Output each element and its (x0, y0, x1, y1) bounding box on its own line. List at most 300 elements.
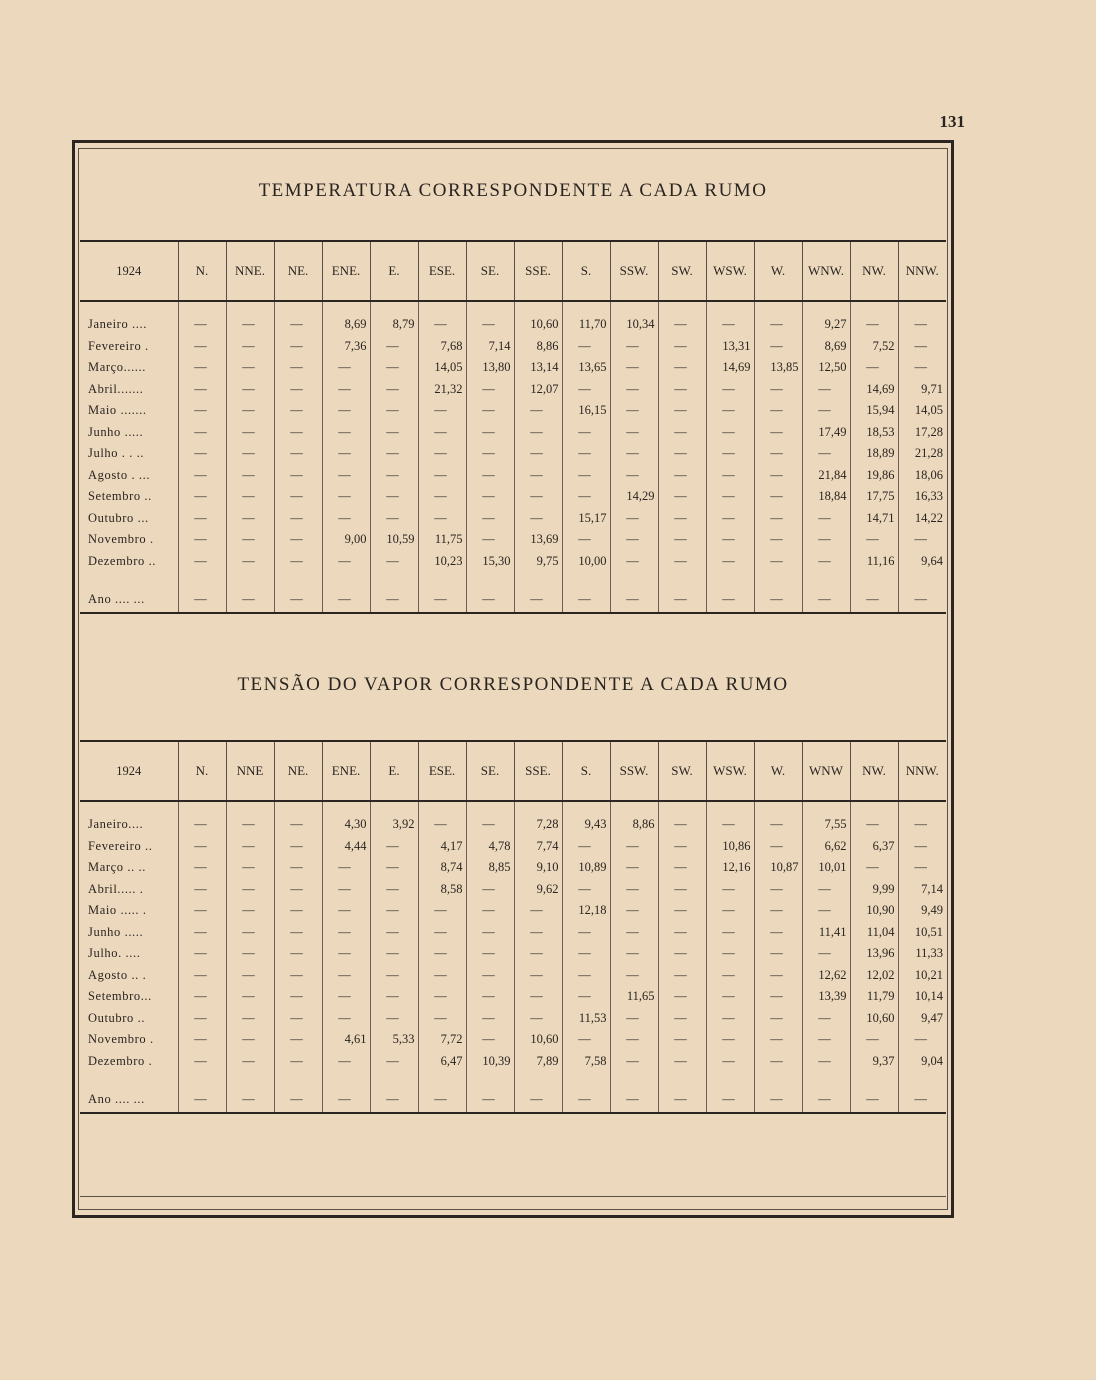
spacer-cell (610, 1072, 658, 1086)
table-cell: 11,16 (850, 551, 898, 573)
table-cell: — (274, 857, 322, 879)
table-cell: — (802, 943, 850, 965)
table-cell: 10,60 (850, 1008, 898, 1030)
table-cell: — (562, 879, 610, 901)
column-header: WNW. (802, 241, 850, 301)
table-cell: — (658, 465, 706, 487)
spacer-cell (80, 572, 178, 586)
column-header: SSE. (514, 741, 562, 801)
table-row (80, 529, 946, 551)
table-cell: 10,39 (466, 1051, 514, 1073)
column-header: SSW. (610, 741, 658, 801)
table-cell: — (466, 986, 514, 1008)
table-cell: — (274, 379, 322, 401)
table-cell: — (370, 508, 418, 530)
column-header: NNW. (898, 241, 946, 301)
table-cell: — (178, 1008, 226, 1030)
table-cell: — (754, 801, 802, 836)
table-cell: — (274, 965, 322, 987)
table-cell: — (370, 400, 418, 422)
column-header: SW. (658, 241, 706, 301)
table-cell: 11,33 (898, 943, 946, 965)
table-cell: — (274, 1008, 322, 1030)
month-label: Maio ....... (88, 403, 147, 418)
column-header: WSW. (706, 241, 754, 301)
column-header: E. (370, 241, 418, 301)
table-cell: — (850, 1029, 898, 1051)
table-cell: 15,94 (850, 400, 898, 422)
table-cell: — (418, 1086, 466, 1113)
table-cell: — (610, 836, 658, 858)
table-cell: — (322, 551, 370, 573)
table-cell: — (802, 1029, 850, 1051)
table-row (80, 586, 946, 613)
table-cell: 14,22 (898, 508, 946, 530)
table-cell: — (610, 443, 658, 465)
table-cell: — (370, 943, 418, 965)
table-cell: — (466, 943, 514, 965)
table-cell: — (898, 301, 946, 336)
table-cell: — (226, 922, 274, 944)
table-cell: — (466, 465, 514, 487)
table-cell: 10,34 (610, 301, 658, 336)
table-cell: — (178, 1051, 226, 1073)
table-cell: — (754, 422, 802, 444)
month-label: Outubro ... (88, 510, 149, 525)
table-cell: — (562, 422, 610, 444)
vapor-pressure-table (80, 740, 946, 1114)
table-cell: 21,84 (802, 465, 850, 487)
table-cell: — (850, 586, 898, 613)
table-cell: — (370, 357, 418, 379)
table-cell: — (658, 965, 706, 987)
table-cell: 4,30 (322, 801, 370, 836)
table-cell: 11,04 (850, 922, 898, 944)
table-cell: 11,79 (850, 986, 898, 1008)
spacer-cell (418, 572, 466, 586)
table-cell: — (658, 357, 706, 379)
table-cell: 8,74 (418, 857, 466, 879)
table-cell: — (658, 551, 706, 573)
table-row (80, 801, 946, 836)
header-row (80, 741, 946, 801)
table-cell: — (706, 301, 754, 336)
table-cell: — (322, 357, 370, 379)
table-cell: 13,69 (514, 529, 562, 551)
table-row (80, 922, 946, 944)
table-cell: — (178, 801, 226, 836)
month-label: Julho . . .. (88, 446, 145, 461)
table-cell: — (610, 943, 658, 965)
table-cell: — (178, 379, 226, 401)
table-cell: — (274, 400, 322, 422)
table-cell: — (610, 1029, 658, 1051)
table-cell: — (610, 422, 658, 444)
table-cell: — (226, 443, 274, 465)
column-header: NE. (274, 241, 322, 301)
table-row (80, 486, 946, 508)
table-cell: — (706, 486, 754, 508)
table-cell: — (226, 1051, 274, 1073)
table-cell: 12,16 (706, 857, 754, 879)
table-cell: — (562, 465, 610, 487)
table-cell: — (562, 922, 610, 944)
table-cell: 16,15 (562, 400, 610, 422)
table-cell: — (466, 1086, 514, 1113)
table-cell: — (562, 336, 610, 358)
table-cell: — (178, 836, 226, 858)
table-cell: — (466, 900, 514, 922)
table-cell: — (226, 857, 274, 879)
table-row (80, 301, 946, 336)
table-cell: 6,62 (802, 836, 850, 858)
table-cell: — (274, 357, 322, 379)
table-cell: — (466, 1008, 514, 1030)
table-cell: — (898, 586, 946, 613)
spacer-cell (898, 1072, 946, 1086)
table-row (80, 443, 946, 465)
spacer-cell (178, 1072, 226, 1086)
table-cell: — (802, 1051, 850, 1073)
table-cell: — (274, 465, 322, 487)
spacer-cell (850, 572, 898, 586)
table-cell: 13,80 (466, 357, 514, 379)
table-cell: — (514, 443, 562, 465)
table-cell: — (226, 486, 274, 508)
table-cell: — (610, 357, 658, 379)
table-cell: — (706, 965, 754, 987)
month-label: Ano .... ... (80, 1086, 178, 1113)
table-cell: — (322, 943, 370, 965)
table-cell: — (610, 879, 658, 901)
spacer-cell (226, 1072, 274, 1086)
table-cell: — (706, 1086, 754, 1113)
table-cell: — (754, 900, 802, 922)
month-label: Novembro . (88, 532, 154, 547)
table-cell: 18,06 (898, 465, 946, 487)
month-label: Abril..... . (88, 881, 144, 896)
table-cell: 12,07 (514, 379, 562, 401)
table-cell: — (322, 508, 370, 530)
table-cell: 10,90 (850, 900, 898, 922)
table-cell: — (562, 965, 610, 987)
vapor-pressure-table-title: TENSÃO DO VAPOR CORRESPONDENTE A CADA RUMO (237, 674, 789, 695)
spacer-cell (178, 572, 226, 586)
table-cell: — (562, 836, 610, 858)
table-cell: 10,51 (898, 922, 946, 944)
spacer-cell (802, 572, 850, 586)
table-row (80, 879, 946, 901)
table-cell: — (562, 1086, 610, 1113)
table-cell: — (658, 586, 706, 613)
table-cell: — (610, 965, 658, 987)
table-cell: 10,60 (514, 301, 562, 336)
table-cell: — (226, 586, 274, 613)
table-cell: 15,30 (466, 551, 514, 573)
table-cell: — (898, 836, 946, 858)
table-cell: 17,28 (898, 422, 946, 444)
table-cell: — (754, 986, 802, 1008)
table-cell: — (754, 443, 802, 465)
table-cell: — (274, 1051, 322, 1073)
table-cell: — (658, 801, 706, 836)
table-cell: 9,27 (802, 301, 850, 336)
table-cell: — (178, 486, 226, 508)
table-cell: — (706, 986, 754, 1008)
table-cell: 10,89 (562, 857, 610, 879)
table-cell: 8,69 (322, 301, 370, 336)
table-cell: — (418, 900, 466, 922)
column-header: WNW (802, 741, 850, 801)
spacer-cell (274, 572, 322, 586)
table-cell: — (466, 586, 514, 613)
month-label: Fevereiro .. (88, 838, 153, 853)
table-cell: — (514, 465, 562, 487)
table-cell: — (610, 900, 658, 922)
table-cell: — (274, 443, 322, 465)
table-cell: — (706, 943, 754, 965)
column-header: NNE. (226, 241, 274, 301)
table-cell: — (226, 529, 274, 551)
table-cell: — (754, 586, 802, 613)
table-cell: — (226, 965, 274, 987)
table-cell: — (322, 1051, 370, 1073)
table-cell: — (274, 801, 322, 836)
column-header: NNW. (898, 741, 946, 801)
column-header: E. (370, 741, 418, 801)
table-cell: — (418, 400, 466, 422)
table-cell: — (178, 400, 226, 422)
table-cell: — (802, 508, 850, 530)
spacer-cell (802, 1072, 850, 1086)
table-cell: — (658, 879, 706, 901)
table-cell: 12,18 (562, 900, 610, 922)
table-cell: — (658, 508, 706, 530)
table-cell: 4,61 (322, 1029, 370, 1051)
table-cell: 18,53 (850, 422, 898, 444)
table-cell: — (370, 1051, 418, 1073)
table-cell: 9,10 (514, 857, 562, 879)
table-cell: — (418, 301, 466, 336)
spacer-cell (274, 1072, 322, 1086)
table-cell: 14,29 (610, 486, 658, 508)
table-cell: — (610, 465, 658, 487)
table-cell: — (802, 900, 850, 922)
table-cell: — (370, 922, 418, 944)
month-label: Junho ..... (88, 424, 144, 439)
table-cell: — (514, 1008, 562, 1030)
table-cell: — (178, 900, 226, 922)
table-cell: — (754, 486, 802, 508)
table-cell: — (514, 986, 562, 1008)
table-cell: 7,72 (418, 1029, 466, 1051)
month-label: Março...... (88, 360, 146, 375)
table-cell: — (466, 508, 514, 530)
table-cell: — (274, 551, 322, 573)
table-cell: — (802, 1008, 850, 1030)
table-cell: 10,86 (706, 836, 754, 858)
table-cell: — (418, 586, 466, 613)
table-cell: 13,96 (850, 943, 898, 965)
table-cell: — (706, 529, 754, 551)
table-cell: 13,85 (754, 357, 802, 379)
table-cell: — (706, 1051, 754, 1073)
table-cell: 17,75 (850, 486, 898, 508)
spacer-cell (754, 572, 802, 586)
table-cell: 15,17 (562, 508, 610, 530)
table-cell: — (706, 1008, 754, 1030)
table-cell: — (418, 508, 466, 530)
table-cell: — (466, 801, 514, 836)
table-cell: — (850, 801, 898, 836)
table-cell: — (898, 1029, 946, 1051)
table-cell: 21,28 (898, 443, 946, 465)
spacer-cell (370, 572, 418, 586)
table-row (80, 1086, 946, 1113)
table-cell: 6,37 (850, 836, 898, 858)
table-cell: — (274, 422, 322, 444)
table-cell: — (706, 508, 754, 530)
table-cell: — (754, 400, 802, 422)
month-label: Dezembro . (88, 1053, 153, 1068)
table-cell: — (610, 1008, 658, 1030)
table-cell: — (850, 1086, 898, 1113)
table-cell: — (370, 900, 418, 922)
table-cell: — (178, 465, 226, 487)
month-label: Setembro... (88, 989, 152, 1004)
table-row (80, 508, 946, 530)
table-cell: — (658, 986, 706, 1008)
column-header: NNE (226, 741, 274, 801)
table-cell: — (514, 422, 562, 444)
table-cell: — (706, 900, 754, 922)
table-cell: 8,85 (466, 857, 514, 879)
table-cell: — (418, 801, 466, 836)
table-cell: — (178, 357, 226, 379)
table-cell: — (274, 1086, 322, 1113)
table-cell: 14,05 (898, 400, 946, 422)
table-cell: — (370, 857, 418, 879)
table-cell: — (658, 443, 706, 465)
year-header: 1924 (80, 741, 178, 801)
table-cell: — (322, 922, 370, 944)
table-cell: 8,86 (514, 336, 562, 358)
table-cell: — (706, 443, 754, 465)
spacer-cell (514, 1072, 562, 1086)
column-header: SSW. (610, 241, 658, 301)
table-cell: 10,00 (562, 551, 610, 573)
table-cell: — (226, 986, 274, 1008)
table-cell: — (658, 943, 706, 965)
table-cell: — (514, 922, 562, 944)
table-cell: — (514, 965, 562, 987)
table-cell: — (274, 508, 322, 530)
table-cell: — (658, 857, 706, 879)
table-cell: 9,71 (898, 379, 946, 401)
table-row (80, 336, 946, 358)
spacer-cell (370, 1072, 418, 1086)
table-cell: — (274, 836, 322, 858)
table-cell: — (802, 529, 850, 551)
table-cell: — (178, 965, 226, 987)
table-cell: — (226, 1008, 274, 1030)
table-cell: — (178, 443, 226, 465)
table-cell: — (658, 422, 706, 444)
table-cell: 7,14 (898, 879, 946, 901)
table-cell: — (370, 965, 418, 987)
table-cell: 12,50 (802, 357, 850, 379)
table-cell: — (898, 357, 946, 379)
table-cell: — (274, 586, 322, 613)
table-cell: — (178, 422, 226, 444)
header-row (80, 241, 946, 301)
table-row (80, 465, 946, 487)
table-cell: — (226, 1029, 274, 1051)
table-cell: — (370, 879, 418, 901)
table-cell: — (562, 1029, 610, 1051)
table-row (80, 943, 946, 965)
table-cell: — (226, 301, 274, 336)
table-cell: 7,68 (418, 336, 466, 358)
column-header: NE. (274, 741, 322, 801)
table-cell: — (322, 486, 370, 508)
table-cell: — (322, 879, 370, 901)
table-cell: — (466, 379, 514, 401)
table-cell: — (562, 486, 610, 508)
table-cell: — (658, 1086, 706, 1113)
table-cell: — (706, 801, 754, 836)
spacer-cell (658, 572, 706, 586)
table-cell: — (754, 922, 802, 944)
table-cell: — (706, 922, 754, 944)
spacer-cell (514, 572, 562, 586)
table-cell: 7,74 (514, 836, 562, 858)
table-cell: — (370, 1008, 418, 1030)
table-cell: — (322, 965, 370, 987)
column-header: SE. (466, 741, 514, 801)
month-label: Agosto . ... (88, 467, 151, 482)
table-cell: — (274, 1029, 322, 1051)
column-header: W. (754, 741, 802, 801)
table-cell: — (466, 486, 514, 508)
table-cell: — (178, 529, 226, 551)
month-label: Outubro .. (88, 1010, 146, 1025)
table-cell: — (658, 922, 706, 944)
table-cell: — (658, 1051, 706, 1073)
spacer-cell (418, 1072, 466, 1086)
table-cell: — (610, 400, 658, 422)
table-cell: — (418, 443, 466, 465)
table-cell: 3,92 (370, 801, 418, 836)
table-cell: 5,33 (370, 1029, 418, 1051)
table-cell: 18,89 (850, 443, 898, 465)
table-cell: — (274, 922, 322, 944)
table-cell: 11,41 (802, 922, 850, 944)
table-cell: — (658, 529, 706, 551)
table-cell: — (322, 986, 370, 1008)
table-cell: — (466, 422, 514, 444)
table-cell: — (514, 900, 562, 922)
spacer-cell (610, 572, 658, 586)
spacer-cell (562, 572, 610, 586)
table-cell: — (562, 986, 610, 1008)
column-header: ENE. (322, 741, 370, 801)
table-row (80, 1008, 946, 1030)
table-cell: — (658, 1008, 706, 1030)
table-cell: — (562, 943, 610, 965)
table-cell: 9,37 (850, 1051, 898, 1073)
table-cell: — (370, 465, 418, 487)
